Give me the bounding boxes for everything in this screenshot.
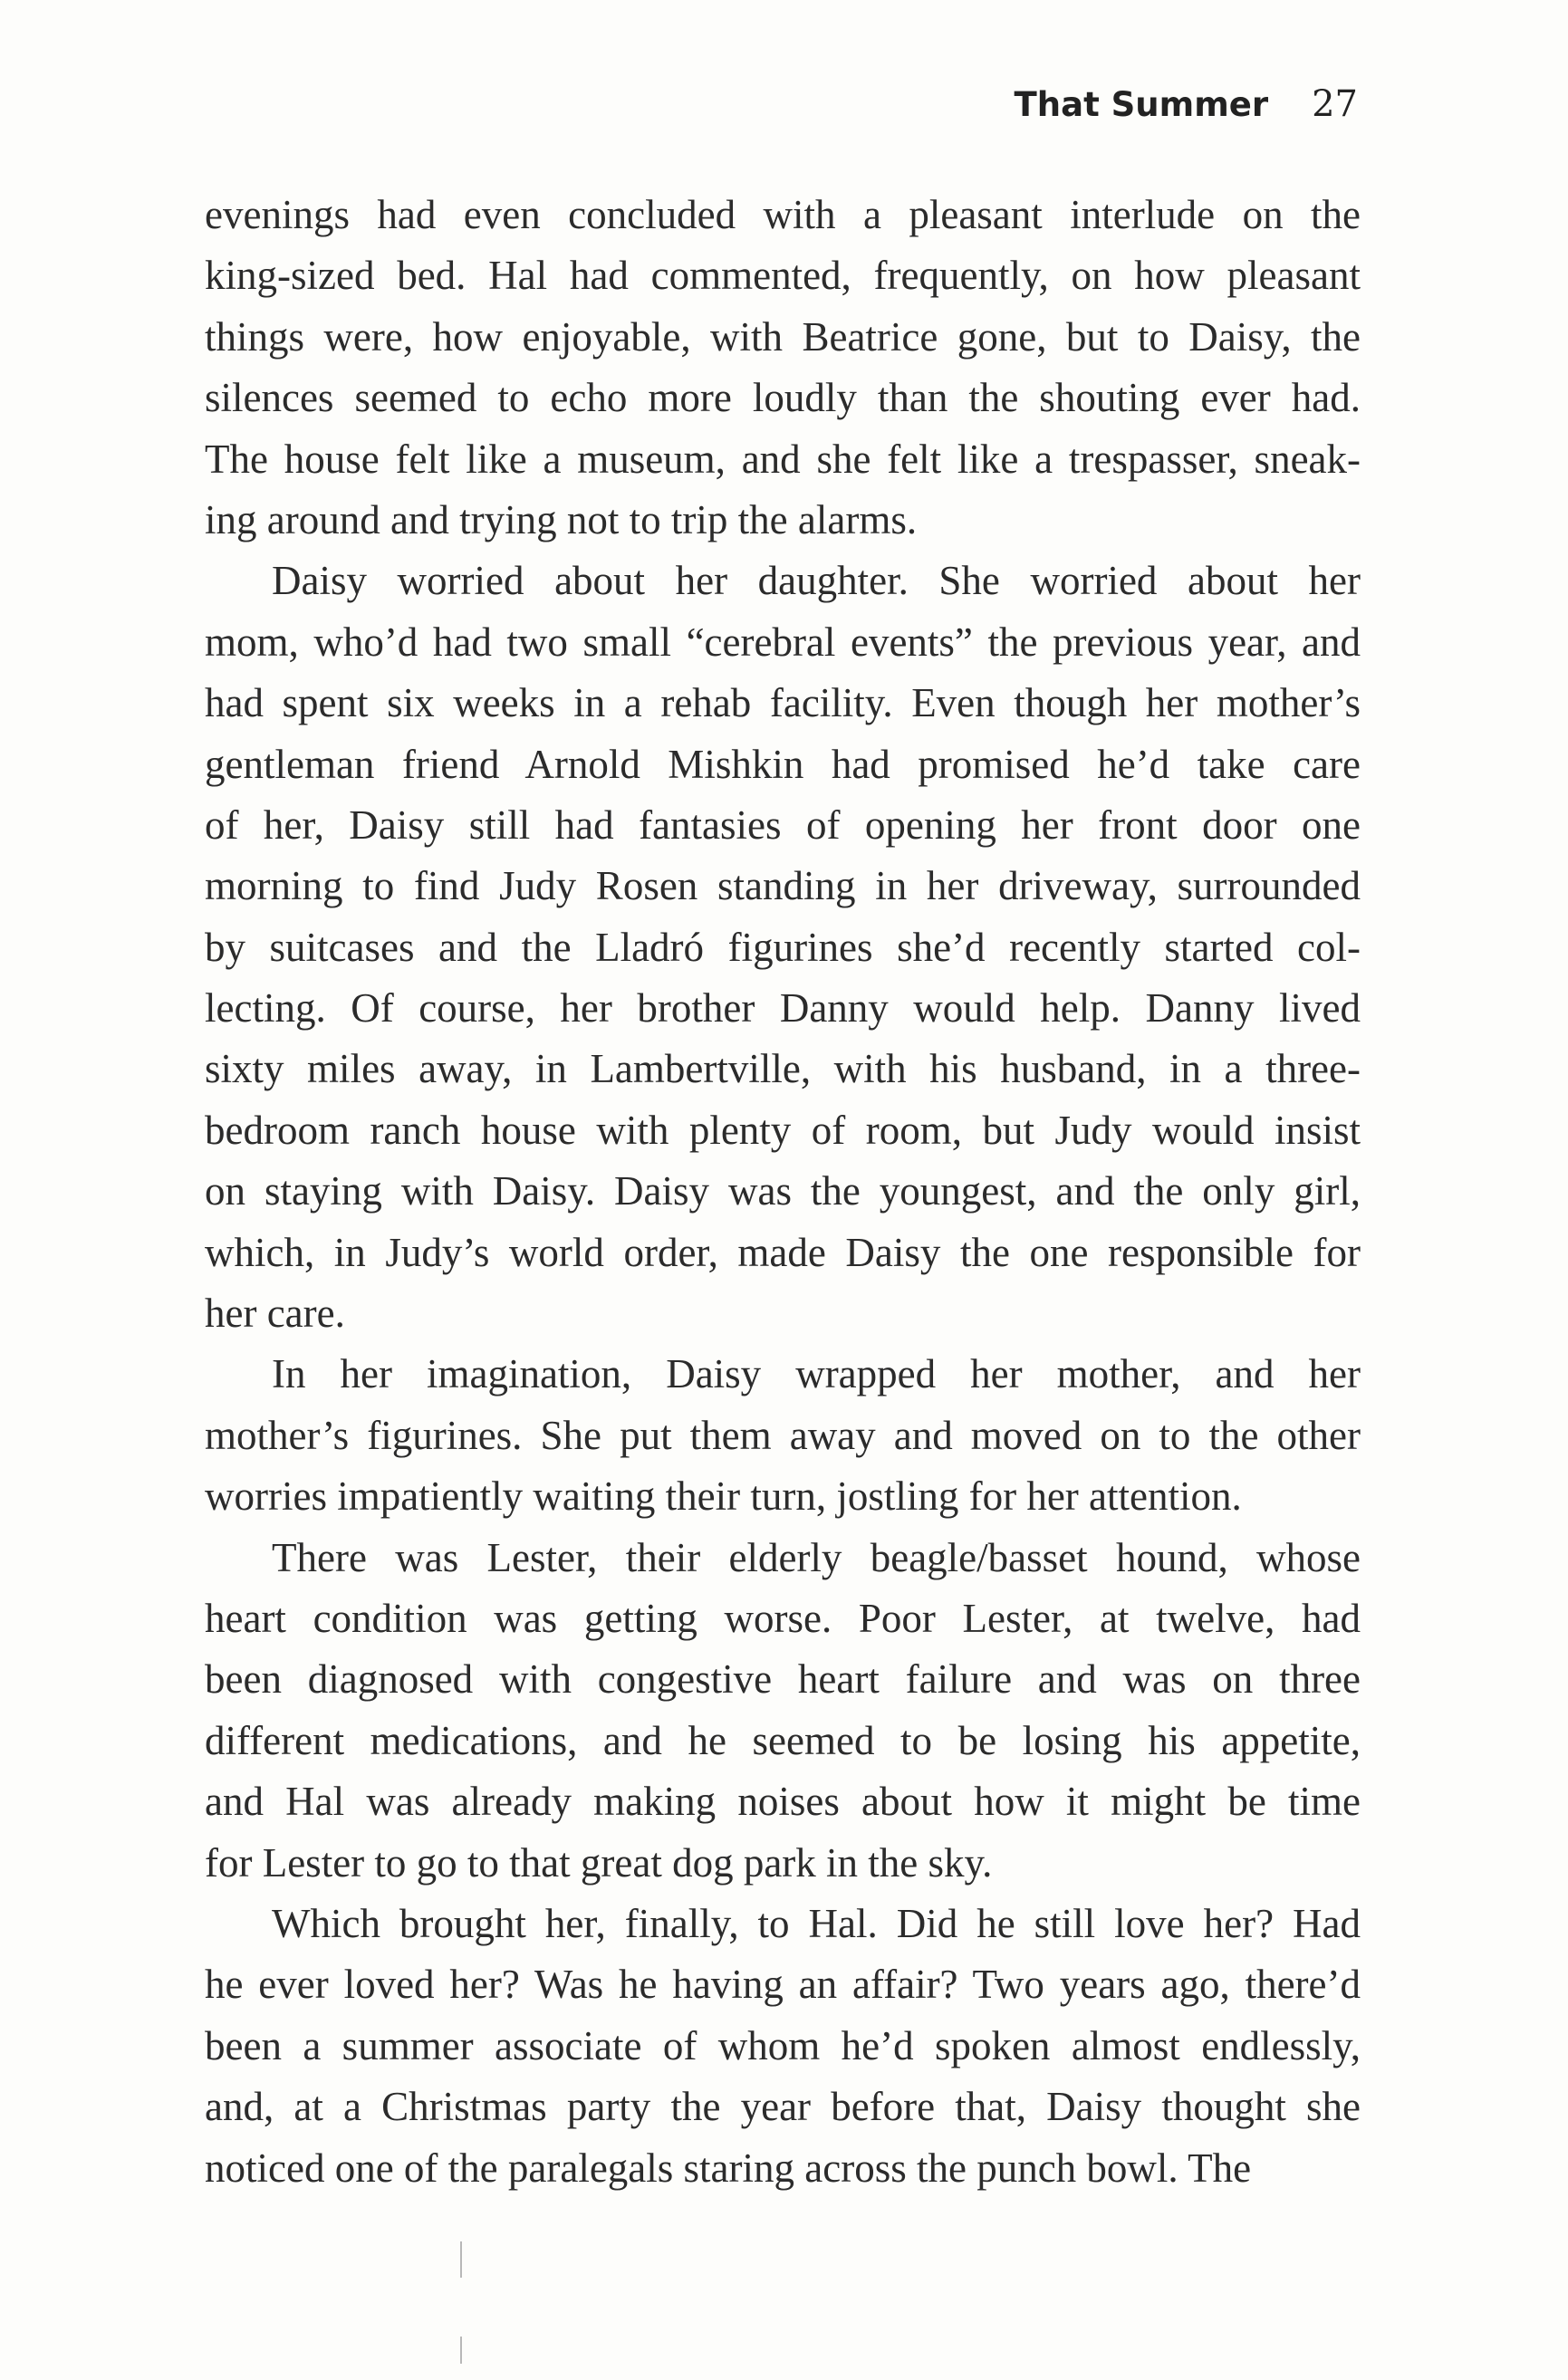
paragraph	[205, 551, 1361, 1344]
text-line: lecting. Of course, her brother Danny would help. Danny lived	[205, 985, 1361, 1032]
text-line: her care.	[205, 1291, 345, 1337]
text-line: king-sized bed. Hal had commented, frequently, on how pleasant	[205, 253, 1361, 299]
paragraph	[205, 1528, 1361, 1894]
text-line: on staying with Daisy. Daisy was the youngest, and the only girl,	[205, 1168, 1361, 1214]
running-title: That Summer	[1014, 85, 1269, 124]
running-head	[1015, 83, 1358, 125]
text-line: heart condition was getting worse. Poor Lester, at twelve, had	[205, 1595, 1361, 1641]
text-line: worries impatiently waiting their turn, jostling for her attention.	[205, 1473, 1242, 1520]
text-line: evenings had even concluded with a pleasant interlude on the	[205, 192, 1361, 237]
text-line: There was Lester, their elderly beagle/basset hound, whose	[272, 1534, 1361, 1580]
text-line: ing around and trying not to trip the alarms.	[205, 496, 918, 542]
page-number: 27	[1312, 83, 1358, 125]
text-line: and, at a Christmas party the year before that, Daisy thought she	[205, 2084, 1361, 2130]
text-line: and Hal was already making noises about how it might be time	[205, 1779, 1361, 1825]
body-text	[205, 185, 1361, 2199]
text-line: silences seemed to echo more loudly than the shouting ever had.	[205, 375, 1361, 421]
text-line: for Lester to go to that great dog park in the sky.	[205, 1839, 993, 1886]
text-line: things were, how enjoyable, with Beatrice gone, but to Daisy, the	[205, 313, 1361, 360]
text-line: noticed one of the paralegals staring across the punch bowl. The	[205, 2145, 1252, 2191]
text-line: been a summer associate of whom he’d spoken almost endlessly,	[205, 2022, 1361, 2068]
text-line: mom, who’d had two small “cerebral events” the previous year, and	[205, 619, 1361, 665]
text-line: different medications, and he seemed to be losing his appetite,	[205, 1717, 1361, 1763]
text-line: been diagnosed with congestive heart failure and was on three	[205, 1656, 1361, 1703]
text-line: bedroom ranch house with plenty of room, but Judy would insist	[205, 1107, 1361, 1153]
paragraph	[205, 1344, 1361, 1527]
text-line: had spent six weeks in a rehab facility. Even though her mother’s	[205, 680, 1361, 726]
paragraph	[205, 185, 1361, 551]
text-line: mother’s figurines. She put them away and moved on to the other	[205, 1412, 1361, 1458]
scan-mark	[460, 2241, 462, 2278]
text-line: he ever loved her? Was he having an affair? Two years ago, there’d	[205, 1962, 1361, 2008]
text-line: The house felt like a museum, and she felt like a trespasser, sneak-	[205, 436, 1361, 482]
text-line: Which brought her, finally, to Hal. Did he still love her? Had	[272, 1900, 1361, 1946]
text-line: of her, Daisy still had fantasies of opening her front door one	[205, 801, 1361, 848]
paragraph	[205, 1894, 1361, 2199]
text-line: gentleman friend Arnold Mishkin had promised he’d take care	[205, 741, 1361, 787]
text-line: sixty miles away, in Lambertville, with his husband, in a three-	[205, 1046, 1361, 1092]
text-line: which, in Judy’s world order, made Daisy the one responsible for	[205, 1229, 1361, 1275]
text-line: by suitcases and the Lladró figurines she’d recently started col-	[205, 924, 1361, 970]
text-line: Daisy worried about her daughter. She worried about her	[272, 558, 1361, 604]
text-line: In her imagination, Daisy wrapped her mother, and her	[272, 1351, 1361, 1397]
text-line: morning to find Judy Rosen standing in her driveway, surrounded	[205, 863, 1361, 909]
scan-mark	[460, 2337, 462, 2364]
